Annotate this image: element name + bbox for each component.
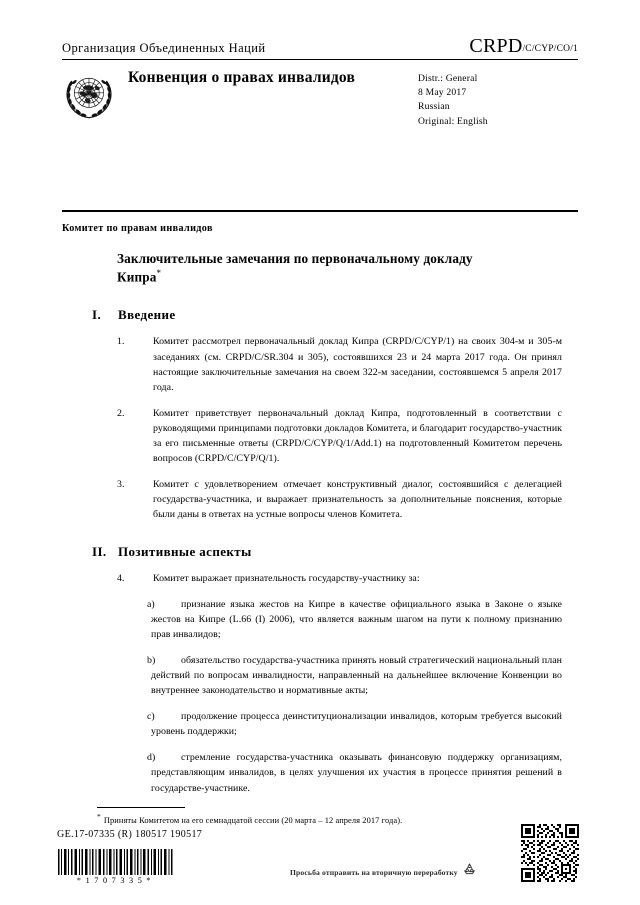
- paragraph-text: Комитет выражает признательность государству-участнику за:: [153, 573, 420, 584]
- footnote-marker: *: [97, 812, 101, 821]
- subparagraph-letter: a): [147, 599, 155, 611]
- paragraph-number: 1.: [117, 336, 125, 348]
- subparagraph-text: обязательство государства-участника принять новый стратегический национальный план действий по вопросам инвалидности, направленный на дальнейшее включение Конвенции во внутреннее законодательство и нормативные акты;: [151, 655, 562, 697]
- header-separator-rule: [62, 210, 578, 212]
- document-symbol: [469, 36, 578, 56]
- document-symbol-suffix: /C/CYP/CO/1: [522, 44, 578, 54]
- paragraph: [117, 571, 562, 586]
- recycle-notice: [290, 862, 477, 882]
- document-symbol-main: CRPD: [469, 35, 523, 57]
- paragraph-text: Комитет рассмотрел первоначальный доклад Кипра (CRPD/C/CYP/1) на своих 304-м и 305-м заседаниях (см. CRPD/C/SR.304 и 305), состоявшихся 23 и 24 марта 2017 года. Он принял настоящие заключительные замечания на своем 322-м заседании, состоявшемся 5 апреля 2017 года.: [153, 336, 562, 393]
- un-emblem-icon: [62, 68, 116, 122]
- committee-name: Комитет по правам инвалидов: [62, 223, 213, 234]
- paragraph-number: 3.: [117, 478, 125, 490]
- masthead: [62, 36, 578, 60]
- distribution-language: Russian: [418, 101, 450, 113]
- barcode-digits: *1707335*: [76, 876, 156, 885]
- title-footnote-marker: *: [156, 267, 162, 278]
- qr-code: [521, 824, 579, 882]
- distribution-date: 8 May 2017: [418, 87, 467, 99]
- subparagraph-letter: d): [147, 752, 156, 764]
- job-number: GE.17-07335 (R) 180517 190517: [57, 829, 203, 840]
- distribution-type: Distr.: General: [418, 73, 478, 84]
- footnote-separator: [97, 807, 185, 808]
- subparagraph: [147, 597, 562, 642]
- section-number: I.: [92, 307, 102, 323]
- organization-name: Организация Объединенных Наций: [62, 41, 266, 56]
- paragraph-text: Комитет приветствует первоначальный доклад Кипра, подготовленный в соответствии с руководящими принципами подготовки докладов Комитета, и благодарит государство-участник за его письменные ответы (CRPD/C/CYP/Q/1/Add.1) на подготовленный Комитетом перечень вопросов (CRPD/C/CYP/Q/1).: [153, 407, 562, 464]
- subparagraph: [147, 709, 562, 739]
- distribution-original: Original: English: [418, 115, 488, 127]
- footnote: [97, 812, 567, 827]
- subparagraph-letter: b): [147, 655, 156, 667]
- barcode: [57, 849, 175, 885]
- section-title: Позитивные аспекты: [118, 544, 252, 559]
- paragraph: [117, 406, 562, 466]
- page-title: [117, 250, 517, 285]
- section-heading-introduction: [92, 307, 578, 323]
- subparagraph-text: продолжение процесса деинституционализации инвалидов, которым требуется высокий уровень поддержки;: [151, 711, 562, 738]
- convention-title: Конвенция о правах инвалидов: [128, 69, 356, 86]
- masthead-rule: [62, 59, 578, 60]
- subparagraph: [147, 653, 562, 698]
- subparagraph-text: стремление государства-участника оказывать финансовую поддержку организациям, представляющим инвалидов, в целях улучшения их участия в процессе принятия решений в государстве-участнике.: [151, 752, 562, 794]
- paragraph-number: 2.: [117, 407, 125, 419]
- masthead-row: [62, 36, 578, 58]
- recycle-text: Просьба отправить на вторичную переработку: [290, 867, 458, 877]
- distribution-block: [418, 66, 578, 129]
- paragraph-number: 4.: [117, 573, 125, 584]
- subparagraph-text: признание языка жестов на Кипре в качестве официального языка в Законе о языке жестов на Кипре (L.66 (I) 2006), что является важным шагом на пути к полному признанию прав инвалидов;: [151, 599, 562, 641]
- section-title: Введение: [118, 307, 176, 323]
- footnote-text: Приняты Комитетом на его семнадцатой сессии (20 марта – 12 апреля 2017 года).: [103, 815, 403, 825]
- recycle-icon: [462, 862, 477, 882]
- document-body: [62, 250, 578, 796]
- section-number: II.: [92, 544, 107, 559]
- paragraph: [117, 334, 562, 394]
- paragraph: [117, 477, 562, 522]
- subparagraph: [147, 750, 562, 795]
- convention-header: [62, 66, 578, 129]
- page-title-text: Заключительные замечания по первоначальному докладу Кипра: [117, 251, 473, 284]
- section-heading-positive-aspects: [92, 544, 578, 560]
- subparagraph-letter: c): [147, 711, 155, 723]
- paragraph-text: Комитет с удовлетворением отмечает конструктивный диалог, состоявшийся с делегацией государства-участника, и выражает признательность за дополнительные пояснения, которые были даны в ответах на устные вопросы членов Комитета.: [153, 478, 562, 520]
